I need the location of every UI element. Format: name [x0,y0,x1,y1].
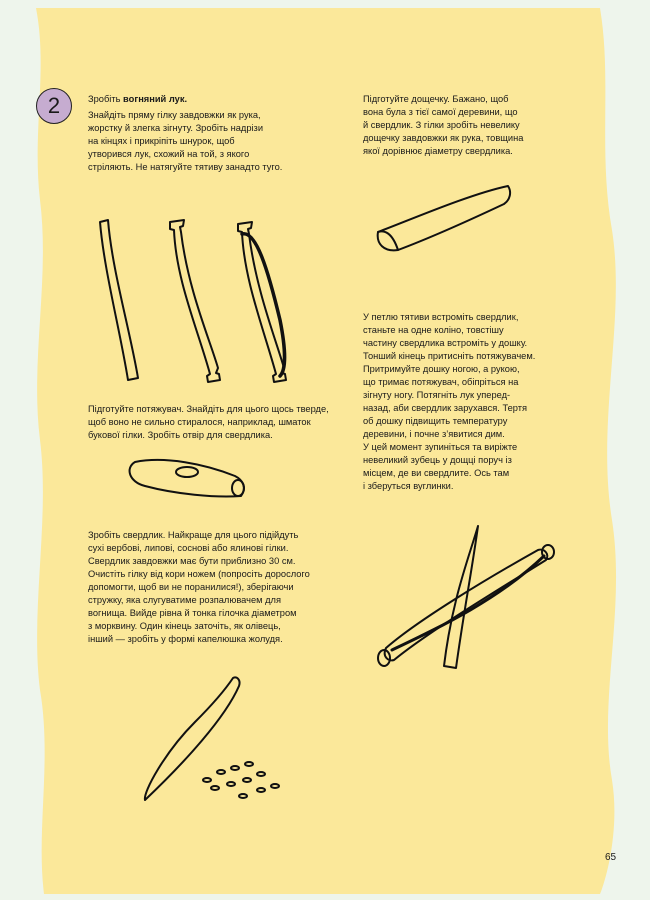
drill-instructions: Зробіть свердлик. Найкраще для цього підійдуть сухі вербові, липові, соснові або ялинові гілки. Свердлик завдовжки має бути приблизно 30 см. Очистіть гілку від кори ножем (попросіть дорослого допомогти, щоб ви не поранилися!), зберігаючи стружку, яка слугуватиме розпалювачем для вогнища. Вийде рівна й тонка гілочка діаметром з морквину. Один кінець заточіть, як олівець, інший — зробіть у формі капелюшка жолудя. [88,530,310,644]
assembly-illustration [368,520,568,680]
board-instructions: Підготуйте дощечку. Бажано, щоб вона була з тієї самої деревини, що й свердлик. З гілки зробіть невелику дощечку завдовжки як рука, товщина якої дорівнює діаметру свердлика. [363,94,524,156]
board-illustration [370,180,520,260]
page-number: 65 [605,852,617,863]
handle-illustration [125,450,260,510]
handle-instructions: Підготуйте потяжувач. Знайдіть для цього щось тверде, щоб воно не сильно стиралося, наприклад, шматок букової гілки. Зробіть отвір для свердлика. [88,404,329,440]
drill-and-shavings-illustration [135,672,295,807]
intro-heading: Зробіть вогняний лук. [88,94,188,104]
intro-text: Знайдіть пряму гілку завдовжки як рука, жорстку й злегка зігнуту. Зробіть надрізи на кінцях і прикріпіть шнурок, щоб утворився лук, схожий на той, з якого стріляють. Не натягуйте тятиву занадто туго. [88,110,283,172]
bow-stages-illustration [90,210,300,390]
step-number-badge: 2 [36,88,72,124]
assembly-instructions: У петлю тятиви встроміть свердлик, станьте на одне коліно, товстішу частину свердлика встроміть у дошку. Тонший кінець притисніть потяжувачем. Притримуйте дошку ногою, а рукою, що тримає потяжувач, обіпріться на зігнуту ногу. Потягніть лук уперед- назад, аби свердлик заруxався. Тертя об дошку підвищить температуру деревини, і почне з’явитися дим. У цей момент зупиніться та виріжте невеликий зубець у дощці поруч із місцем, де ви свердлите. Ось там і зберуться вуглинки. [363,312,536,491]
